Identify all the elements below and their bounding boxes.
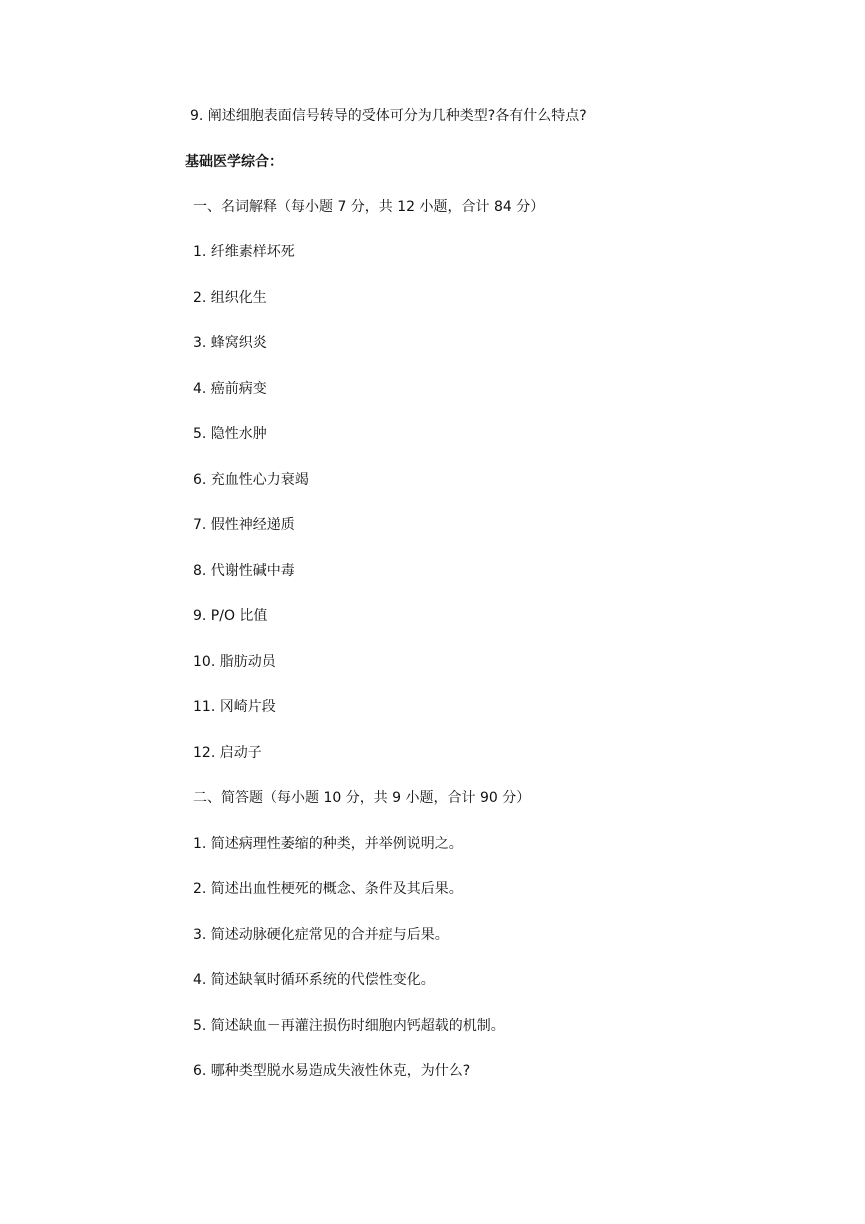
term-item: 8. 代谢性碱中毒	[193, 563, 295, 579]
short-answer-item: 6. 哪种类型脱水易造成失液性休克，为什么?	[193, 1063, 471, 1079]
term-item: 6. 充血性心力衰竭	[193, 472, 309, 488]
short-answer-item: 1. 简述病理性萎缩的种类，并举例说明之。	[193, 836, 463, 852]
term-item: 11. 冈崎片段	[193, 699, 276, 715]
term-item: 4. 癌前病变	[193, 381, 267, 397]
short-answer-item: 4. 简述缺氧时循环系统的代偿性变化。	[193, 972, 435, 988]
part1-title: 一、名词解释（每小题 7 分，共 12 小题，合计 84 分）	[193, 199, 545, 215]
term-item: 9. P/O 比值	[193, 608, 268, 624]
term-item: 3. 蜂窝织炎	[193, 335, 267, 351]
short-answer-item: 2. 简述出血性梗死的概念、条件及其后果。	[193, 881, 463, 897]
part2-title: 二、简答题（每小题 10 分，共 9 小题，合计 90 分）	[193, 790, 531, 806]
short-answer-item: 3. 简述动脉硬化症常见的合并症与后果。	[193, 927, 449, 943]
term-item: 7. 假性神经递质	[193, 517, 295, 533]
term-item: 12. 启动子	[193, 745, 262, 761]
term-item: 2. 组织化生	[193, 290, 267, 306]
term-item: 10. 脂肪动员	[193, 654, 276, 670]
section-title: 基础医学综合：	[185, 154, 283, 170]
term-item: 5. 隐性水肿	[193, 426, 267, 442]
term-item: 1. 纤维素样坏死	[193, 244, 295, 260]
short-answer-item: 5. 简述缺血－再灌注损伤时细胞内钙超载的机制。	[193, 1018, 505, 1034]
question-9-biochem: 9. 阐述细胞表面信号转导的受体可分为几种类型?各有什么特点?	[190, 108, 587, 124]
